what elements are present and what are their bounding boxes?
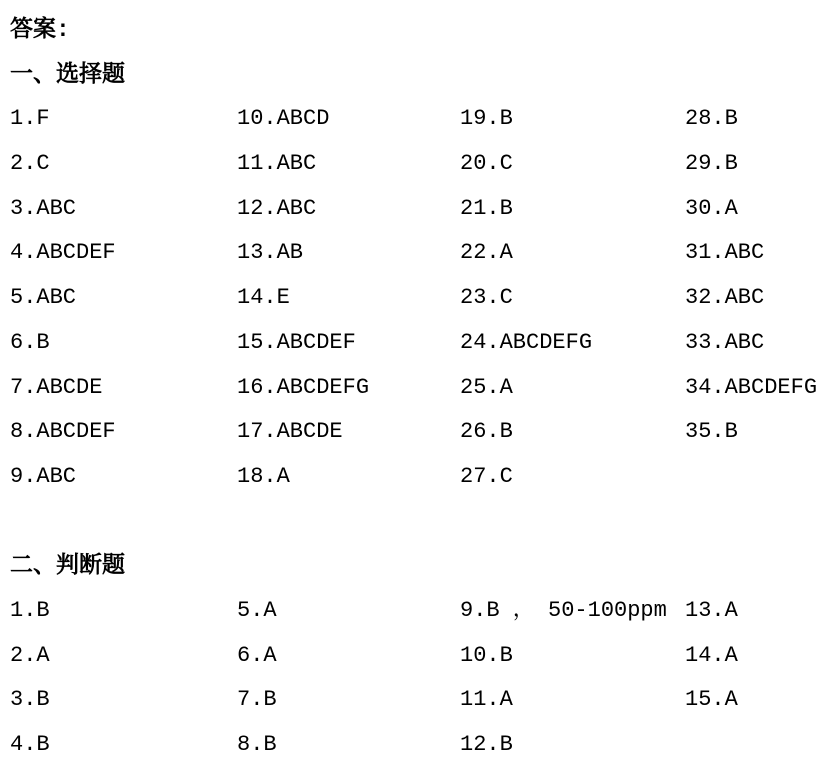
- page-title: 答案:: [10, 17, 70, 43]
- answer-column: [685, 97, 822, 455]
- answer-item: 5.A: [237, 597, 277, 623]
- answer-item: 23.C: [460, 285, 513, 311]
- answer-item: 13.AB: [237, 240, 304, 266]
- answer-item: 26.B: [460, 419, 513, 445]
- answer-item: 29.B: [685, 151, 738, 177]
- answer-column: [237, 97, 460, 499]
- section-heading-multiple-choice: 一、选择题: [10, 61, 125, 88]
- answer-item: 18.A: [237, 463, 290, 489]
- answer-item: 10.ABCD: [237, 106, 330, 132]
- answer-item: 11.A: [460, 687, 513, 713]
- answer-item: 31.ABC: [685, 240, 765, 266]
- answer-item: 27.C: [460, 463, 513, 489]
- section-heading-true-false: 二、判断题: [10, 553, 125, 580]
- answer-item: 14.A: [685, 642, 738, 668]
- answer-item: 25.A: [460, 374, 513, 400]
- answer-column: [10, 589, 237, 768]
- answer-item: 14.E: [237, 285, 290, 311]
- answer-column: [460, 589, 685, 768]
- answer-item: 12.B: [460, 732, 513, 757]
- answer-column: [460, 97, 685, 499]
- section-true-false: [10, 544, 822, 767]
- answer-item: 30.A: [685, 195, 738, 221]
- answer-item: 22.A: [460, 240, 513, 266]
- answer-item: 2.C: [10, 151, 50, 177]
- answer-item: 12.ABC: [237, 195, 317, 221]
- answer-item: 35.B: [685, 419, 738, 445]
- answer-item: 1.F: [10, 106, 50, 132]
- answer-column: [685, 589, 822, 723]
- answer-item: 7.ABCDE: [10, 374, 103, 400]
- answer-item: 8.ABCDEF: [10, 419, 116, 445]
- answer-item: 33.ABC: [685, 329, 765, 355]
- answer-item: 34.ABCDEFG: [685, 374, 818, 400]
- answer-item: 8.B: [237, 732, 277, 757]
- answer-item: 19.B: [460, 106, 513, 132]
- answer-item: 15.A: [685, 687, 738, 713]
- answer-item: 10.B: [460, 642, 513, 668]
- answer-item: 2.A: [10, 642, 50, 668]
- answer-item: 15.ABCDEF: [237, 329, 356, 355]
- answer-item: 6.B: [10, 329, 50, 355]
- answer-item: 17.ABCDE: [237, 419, 343, 445]
- answer-item: 32.ABC: [685, 285, 765, 311]
- answer-item: 13.A: [685, 597, 738, 623]
- answer-item: 7.B: [237, 687, 277, 713]
- answer-column: [237, 589, 460, 768]
- answer-item: 28.B: [685, 106, 738, 132]
- answer-item: 16.ABCDEFG: [237, 374, 370, 400]
- answer-item: 1.B: [10, 597, 50, 623]
- answer-item: 24.ABCDEFG: [460, 329, 593, 355]
- answer-item: 6.A: [237, 642, 277, 668]
- answers-grid-true-false: [10, 589, 822, 768]
- answer-item: 4.B: [10, 732, 50, 757]
- answer-item: 21.B: [460, 195, 513, 221]
- answers-grid-multiple-choice: [10, 97, 822, 499]
- answer-item: 20.C: [460, 151, 513, 177]
- answer-item: 9.ABC: [10, 463, 77, 489]
- answer-item: 3.ABC: [10, 195, 77, 221]
- answer-item: 3.B: [10, 687, 50, 713]
- section-multiple-choice: [10, 53, 822, 500]
- answer-item: 9.B ， 50-100ppm: [460, 597, 667, 623]
- answer-item: 5.ABC: [10, 285, 77, 311]
- answer-item: 11.ABC: [237, 151, 317, 177]
- answer-column: [10, 97, 237, 499]
- answer-item: 4.ABCDEF: [10, 240, 116, 266]
